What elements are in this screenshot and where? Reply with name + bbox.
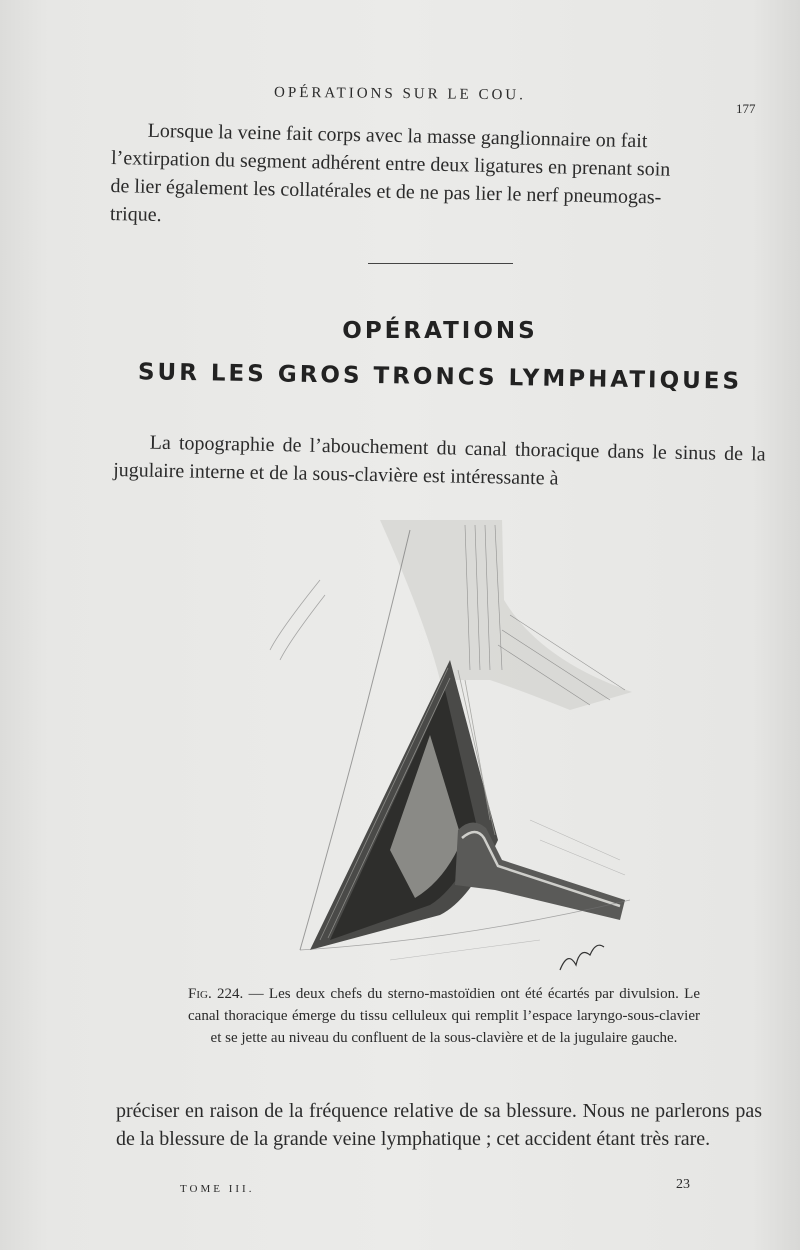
anatomical-illustration [240,520,640,980]
section-title: OPÉRATIONS [342,318,538,344]
page-number: 177 [736,101,756,116]
footer-volume: TOME III. [180,1183,255,1195]
paragraph-line: Lorsque la veine fait corps avec la masse ganglionnaire on fait [147,119,648,153]
paragraph-topography: La topographie de l’abouchement du canal thoracique dans le sinus de la jugulaire interne et de la sous-clavière est intéressante à [112,431,766,490]
running-head: OPÉRATIONS SUR LE COU. [273,84,527,104]
figure-label: Fig. 224. [188,986,244,1002]
section-subtitle: SUR LES GROS TRONCS LYMPHATIQUES [137,359,743,395]
figure-caption-text: — Les deux chefs du sterno-mastoïdien ont été écartés par divulsion. Le canal thoracique émerge du tissu celluleux qui remplit l’espace laryngo-sous-clavier et se jette au niveau du confluent de la sous-clavière et de la jugulaire gauche. [188,986,700,1046]
section-divider [368,263,513,264]
paragraph-line: de lier également les collatérales et de ne pas lier le nerf pneumogas- [110,174,662,209]
figure-caption [188,983,700,1049]
paragraph-wound: préciser en raison de la fréquence relative de sa blessure. Nous ne parlerons pas de la blessure de la grande veine lymphatique ; cet accident étant très rare. [116,1100,762,1150]
paragraph-ligature [110,116,762,242]
paragraph-line: l’extirpation du segment adhérent entre deux ligatures en prenant soin [110,146,671,181]
paragraph-line: trique. [109,202,162,227]
footer-signature: 23 [676,1177,690,1192]
